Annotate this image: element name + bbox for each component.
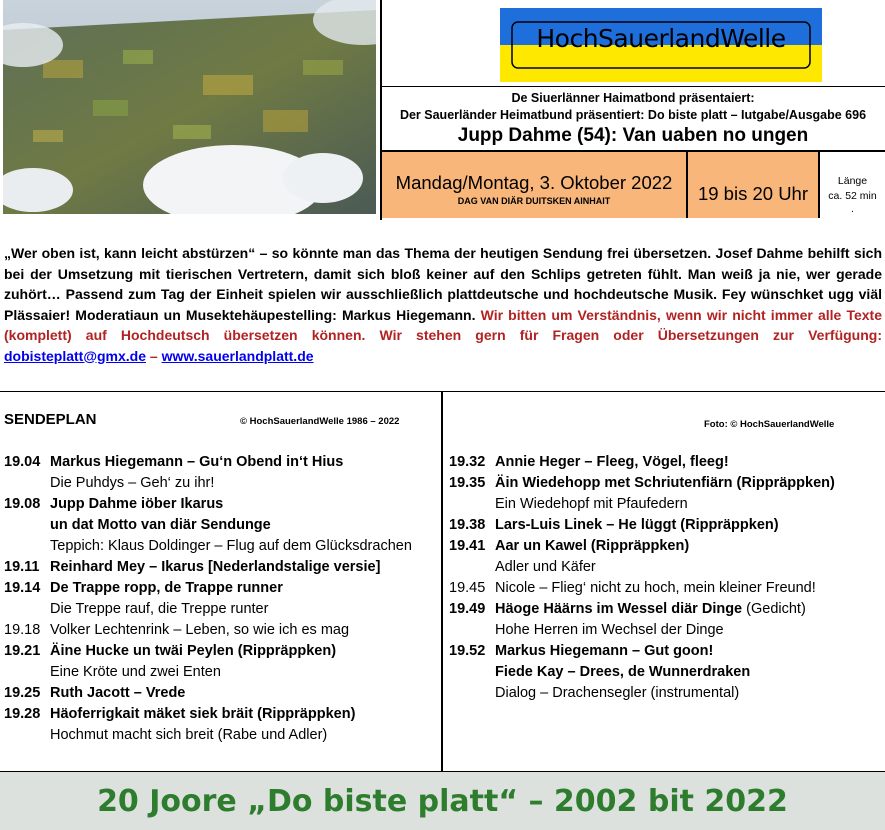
banner-text: 20 Joore „Do biste platt“ – 2002 bit 2022	[97, 784, 788, 819]
schedule-row	[4, 536, 412, 557]
schedule-row	[4, 662, 412, 683]
presenter-line-dialect: De Siuerlänner Haimatbond präsentaiert:	[511, 91, 755, 105]
length-box	[820, 174, 885, 214]
schedule-title: Dialog – Drachensegler (instrumental)	[495, 685, 740, 701]
schedule-time: 19.38	[449, 517, 486, 533]
schedule-time: 19.21	[4, 643, 41, 659]
schedule-time: 19.14	[4, 580, 41, 596]
date-box	[382, 152, 686, 218]
photo-credit: Foto: © HochSauerlandWelle	[704, 419, 835, 430]
schedule-row	[449, 683, 835, 704]
schedule-title: Volker Lechtenrink – Leben, so wie ich es mag	[50, 622, 350, 638]
length-label: Länge	[837, 175, 868, 187]
schedule-title: Eine Kröte und zwei Enten	[50, 664, 221, 680]
website-link[interactable]: www.sauerlandplatt.de	[161, 347, 314, 364]
schedule-title: Lars-Luis Linek – He lüggt (Rippräppken)	[495, 517, 779, 533]
schedule-title: Ein Wiedehopf mit Pfaufedern	[495, 496, 688, 512]
schedule-title: Fiede Kay – Drees, de Wunnerdraken	[495, 664, 751, 680]
schedule-time: 19.35	[449, 475, 486, 491]
holiday-label: DAG VAN DIÄR DUITSKEN AINHAIT	[457, 196, 611, 206]
schedule-time: 19.49	[449, 601, 486, 617]
schedule-heading: SENDEPLAN	[4, 411, 97, 428]
anniversary-banner	[0, 772, 885, 830]
broadcast-time: 19 bis 20 Uhr	[697, 183, 809, 204]
schedule-title: De Trappe ropp, de Trappe runner	[50, 580, 283, 596]
schedule-row	[449, 515, 835, 536]
header-rule	[382, 86, 885, 87]
aerial-photo	[3, 0, 376, 214]
schedule-time: 19.11	[4, 559, 40, 575]
intro-text-block	[4, 243, 882, 366]
schedule-row	[4, 704, 412, 725]
schedule-title: Aar un Kawel (Rippräppken)	[495, 538, 690, 554]
logo-text: HochSauerlandWelle	[536, 24, 786, 53]
schedule-row	[449, 662, 835, 683]
schedule-time: 19.45	[449, 580, 486, 596]
link-separator: –	[149, 347, 158, 364]
schedule-title: Häoferrigkait mäket siek bräit (Rippräppken)	[50, 706, 356, 722]
schedule-title: Hohe Herren im Wechsel der Dinge	[495, 622, 724, 638]
schedule-left-column	[4, 452, 412, 746]
schedule-title: Die Treppe rauf, die Treppe runter	[50, 601, 269, 617]
date-box-top-rule	[382, 150, 885, 152]
schedule-row	[449, 494, 835, 515]
schedule-title: Äine Hucke un twäi Peylen (Rippräppken)	[50, 643, 337, 659]
schedule-row	[4, 725, 412, 746]
schedule-row	[449, 641, 835, 662]
schedule-title: Die Puhdys – Geh‘ zu ihr!	[50, 475, 215, 491]
schedule-title: Reinhard Mey – Ikarus [Nederlandstalige versie]	[50, 559, 381, 575]
schedule-row	[449, 536, 835, 557]
schedule-time: 19.04	[4, 454, 41, 470]
schedule-title: Markus Hiegemann – Gut goon!	[495, 643, 714, 659]
schedule-title: Häoge Häärns im Wessel diär Dinge	[495, 601, 743, 617]
schedule-time: 19.25	[4, 685, 41, 701]
schedule-time: 19.18	[4, 622, 41, 638]
station-logo	[500, 8, 822, 82]
schedule-time: 19.52	[449, 643, 486, 659]
schedule-title: Markus Hiegemann – Gu‘n Obend in‘t Hius	[50, 454, 344, 470]
schedule-title: Hochmut macht sich breit (Rabe und Adler)	[50, 727, 328, 743]
schedule-column-divider	[441, 391, 443, 771]
schedule-row	[4, 599, 412, 620]
schedule-row	[4, 620, 412, 641]
presenter-line-german: Der Sauerländer Heimatbund präsentiert: Do biste platt – Iutgabe/Ausgabe 696	[399, 108, 867, 122]
schedule-row	[4, 641, 412, 662]
schedule-row	[449, 620, 835, 641]
schedule-row	[449, 557, 835, 578]
schedule-row	[4, 494, 412, 515]
schedule-title-suffix: (Gedicht)	[742, 601, 806, 617]
schedule-time: 19.28	[4, 706, 41, 722]
schedule-row	[449, 473, 835, 494]
schedule-title: Äin Wiedehopp met Schriutenfiärn (Rippräppken)	[495, 475, 835, 491]
length-value: ca. 52 min	[828, 190, 877, 202]
schedule-time: 19.32	[449, 454, 486, 470]
schedule-row	[4, 515, 412, 536]
schedule-row	[449, 578, 835, 599]
translation-notice: Wir bitten um Verständnis, wenn wir nicht immer alle Texte (komplett) auf Hochdeutsch übersetzen können. Wir stehen gern für Fragen oder Übersetzungen zur Verfügung:	[4, 306, 882, 343]
schedule-title: Nicole – Flieg‘ nicht zu hoch, mein kleiner Freund!	[495, 580, 816, 596]
schedule-title: un dat Motto van diär Sendunge	[50, 517, 271, 533]
broadcast-date: Mandag/Montag, 3. Oktober 2022	[395, 172, 673, 193]
schedule-row	[4, 578, 412, 599]
length-dot: .	[851, 203, 854, 215]
intro-paragraph: „Wer oben ist, kann leicht abstürzen“ – so könnte man das Thema der heutigen Sendung frei übersetzen. Josef Dahme behilft sich bei der Umsetzung mit tierischen Vertretern, damit sich bloß keiner auf den Schlips getreten fühlt. Man weiß ja nie, wer gerade zuhört… Passend zum Tag der Einheit spielen wir ausschließlich plattdeutsche und hochdeutsche Musik. Fey wünschket ugg viäl Plässaier! Moderatiaun un Musektehäupestelling: Markus Hiegemann.	[4, 245, 882, 323]
schedule-title: Jupp Dahme iöber Ikarus	[50, 496, 224, 512]
episode-title: Jupp Dahme (54): Van uaben no ungen	[457, 125, 809, 146]
schedule-title: Ruth Jacott – Vrede	[50, 685, 186, 701]
time-box	[688, 152, 818, 218]
schedule-row	[4, 557, 412, 578]
schedule-row	[4, 452, 412, 473]
schedule-row	[4, 473, 412, 494]
schedule-row	[449, 452, 835, 473]
schedule-row	[4, 683, 412, 704]
schedule-time: 19.41	[449, 538, 486, 554]
copyright-note: © HochSauerlandWelle 1986 – 2022	[240, 416, 400, 427]
schedule-row	[449, 599, 835, 620]
schedule-title: Annie Heger – Fleeg, Vögel, fleeg!	[495, 454, 729, 470]
schedule-title: Adler und Käfer	[495, 559, 596, 575]
schedule-time: 19.08	[4, 496, 41, 512]
schedule-right-column	[449, 452, 835, 704]
schedule-title: Teppich: Klaus Doldinger – Flug auf dem Glücksdrachen	[50, 538, 412, 554]
email-link[interactable]: dobisteplatt@gmx.de	[4, 347, 146, 364]
